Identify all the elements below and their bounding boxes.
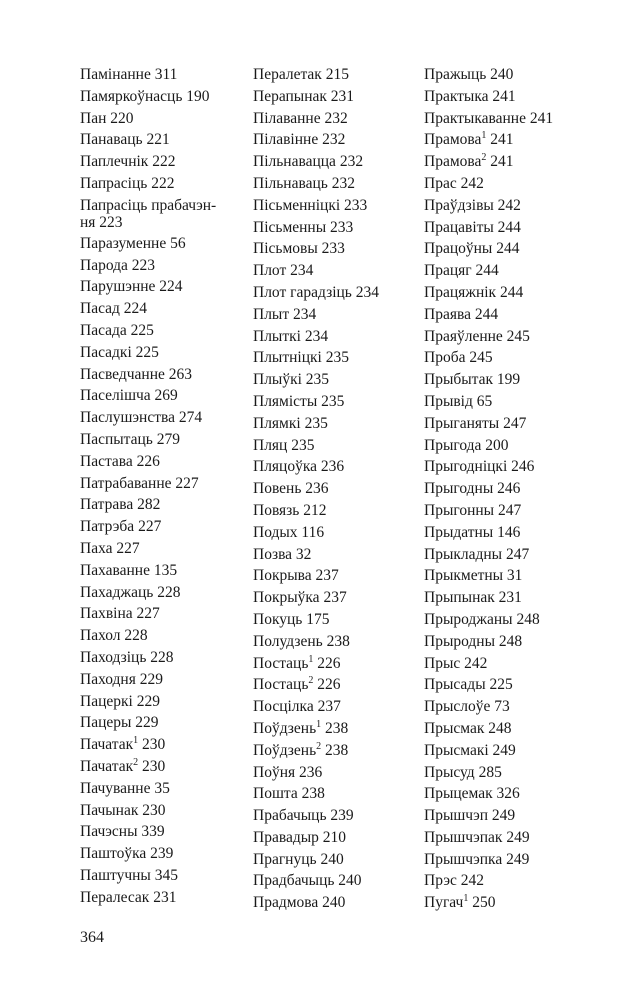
index-entry: Прыкладны 247 bbox=[424, 545, 530, 563]
index-entry: Полудзень 238 bbox=[253, 632, 350, 650]
index-entry: Прадбачыць 240 bbox=[253, 872, 362, 890]
index-entry: Праява 244 bbox=[424, 305, 499, 323]
index-entry: Прыгодніцкі 246 bbox=[424, 458, 535, 476]
homonym-superscript: 1 bbox=[463, 893, 469, 905]
index-entry: Парушэнне 224 bbox=[80, 278, 183, 296]
index-entry: Пачэсны 339 bbox=[80, 823, 165, 841]
index-entry: Прышчэпка 249 bbox=[424, 850, 530, 868]
index-entry: Пражыць 240 bbox=[424, 66, 514, 83]
index-entry: Прыгода 200 bbox=[424, 436, 509, 454]
index-entry: Прыгодны 246 bbox=[424, 480, 521, 498]
index-entry: Плытніцкі 235 bbox=[253, 349, 349, 367]
index-entry bbox=[424, 129, 599, 151]
index-entry: Пільнавацца 232 bbox=[253, 153, 364, 171]
index-entry: Плыт 234 bbox=[253, 305, 317, 323]
index-entry: Прысмакі 249 bbox=[424, 741, 516, 759]
index-entry: Паходня 229 bbox=[80, 670, 163, 688]
index-entry: Подых 116 bbox=[253, 523, 325, 541]
entry-page-ref: 250 bbox=[468, 894, 496, 912]
index-entry: Прышчэпак 249 bbox=[424, 828, 530, 846]
page-number: 364 bbox=[80, 929, 104, 946]
index-entry: Паспытаць 279 bbox=[80, 430, 180, 448]
entry-term: Пугач bbox=[424, 894, 464, 912]
index-entry: Плот 234 bbox=[253, 262, 314, 280]
index-entry: Пісьменніцкі 233 bbox=[253, 196, 368, 214]
index-entry: Покуць 175 bbox=[253, 610, 330, 628]
index-entry: Пілаванне 232 bbox=[253, 109, 348, 127]
index-entry: Паслушэнства 274 bbox=[80, 409, 203, 427]
index-entry: Пляц 235 bbox=[253, 436, 315, 454]
index-entry: Правадыр 210 bbox=[253, 828, 346, 846]
entry-page-ref: 238 bbox=[321, 719, 349, 737]
index-entry: Прывід 65 bbox=[424, 392, 493, 410]
index-entry: Практыкаванне 241 bbox=[424, 109, 554, 127]
index-entry: Паплечнік 222 bbox=[80, 153, 176, 171]
index-entry: Прас 242 bbox=[424, 174, 484, 192]
index-entry: Прэс 242 bbox=[424, 872, 484, 890]
index-entry: Пачуванне 35 bbox=[80, 779, 170, 797]
entry-page-ref: 241 bbox=[486, 131, 514, 149]
homonym-superscript: 2 bbox=[133, 756, 139, 768]
homonym-superscript: 2 bbox=[308, 675, 314, 687]
index-entry: Папрасіць прабачэн-ня 223 bbox=[80, 196, 217, 231]
index-entry: Прыбытак 199 bbox=[424, 371, 521, 389]
index-entry: Прабачыць 239 bbox=[253, 807, 354, 825]
index-entry: Прысмак 248 bbox=[424, 719, 512, 737]
index-entry: Плыўкі 235 bbox=[253, 371, 330, 389]
index-entry: Плямкі 235 bbox=[253, 414, 328, 432]
homonym-superscript: 1 bbox=[316, 718, 322, 730]
index-entry: Пахаджаць 228 bbox=[80, 583, 181, 601]
index-entry: Практыка 241 bbox=[424, 87, 516, 105]
index-entry: Прыдатны 146 bbox=[424, 523, 521, 541]
index-entry bbox=[80, 734, 255, 756]
index-entry bbox=[253, 653, 428, 675]
index-entry: Пахол 228 bbox=[80, 627, 148, 645]
index-entry: Прыганяты 247 bbox=[424, 414, 527, 432]
entry-term: Прамова bbox=[424, 153, 482, 171]
index-entry: Прыкметны 31 bbox=[424, 567, 523, 585]
index-entry: Панаваць 221 bbox=[80, 131, 170, 149]
index-entry: Памінанне 311 bbox=[80, 66, 178, 83]
index-entry: Працавіты 244 bbox=[424, 218, 521, 236]
index-entry: Паха 227 bbox=[80, 539, 140, 557]
index-entry: Поўня 236 bbox=[253, 763, 323, 781]
homonym-superscript: 2 bbox=[481, 152, 487, 164]
index-entry: Плыткі 234 bbox=[253, 327, 329, 345]
homonym-superscript: 1 bbox=[133, 735, 139, 747]
index-entry: Пачынак 230 bbox=[80, 801, 166, 819]
index-entry: Праяўленне 245 bbox=[424, 327, 530, 345]
index-entry: Патрава 282 bbox=[80, 496, 161, 514]
index-entry: Прышчэп 249 bbox=[424, 807, 516, 825]
index-entry: Прыс 242 bbox=[424, 654, 488, 672]
index-column-2 bbox=[253, 64, 428, 914]
index-entry: Прыпынак 231 bbox=[424, 589, 522, 607]
index-entry: Паштоўка 239 bbox=[80, 845, 174, 863]
index-entry: Пералетак 215 bbox=[253, 66, 349, 83]
index-entry: Пісьменны 233 bbox=[253, 218, 354, 236]
index-entry: Папрасіць 222 bbox=[80, 174, 175, 192]
entry-page-ref: 226 bbox=[313, 654, 341, 672]
entry-page-ref: 241 bbox=[486, 153, 514, 171]
index-entry: Позва 32 bbox=[253, 545, 312, 563]
entry-term: Поўдзень bbox=[253, 741, 317, 759]
index-entry bbox=[253, 718, 428, 740]
index-entry: Пан 220 bbox=[80, 109, 134, 127]
index-entry: Пахвіна 227 bbox=[80, 605, 160, 623]
index-entry: Прысуд 285 bbox=[424, 763, 502, 781]
entry-term: Прамова bbox=[424, 131, 482, 149]
index-entry: Повень 236 bbox=[253, 480, 329, 498]
index-entry: Паселішча 269 bbox=[80, 387, 178, 405]
entry-page-ref: 230 bbox=[138, 736, 166, 754]
entry-term: Поўдзень bbox=[253, 719, 317, 737]
index-entry: Пасадкі 225 bbox=[80, 343, 159, 361]
index-entry: Плямісты 235 bbox=[253, 392, 345, 410]
entry-term: Постаць bbox=[253, 676, 309, 694]
index-entry: Пастава 226 bbox=[80, 452, 160, 470]
index-entry: Пошта 238 bbox=[253, 785, 325, 803]
index-entry: Праўдзівы 242 bbox=[424, 196, 521, 214]
index-entry: Працяг 244 bbox=[424, 262, 499, 280]
index-entry: Пляцоўка 236 bbox=[253, 458, 345, 476]
index-entry: Посцілка 237 bbox=[253, 698, 341, 716]
index-entry: Пасведчанне 263 bbox=[80, 365, 193, 383]
index-entry: Прыгонны 247 bbox=[424, 501, 522, 519]
index-entry: Прыслоўе 73 bbox=[424, 698, 510, 716]
entry-page-ref: 238 bbox=[321, 741, 349, 759]
index-entry: Паходзіць 228 bbox=[80, 648, 174, 666]
entry-term: Постаць bbox=[253, 654, 309, 672]
homonym-superscript: 1 bbox=[308, 653, 314, 665]
index-entry: Пералесак 231 bbox=[80, 888, 177, 906]
index-entry: Пісьмовы 233 bbox=[253, 240, 345, 258]
index-entry: Пасад 224 bbox=[80, 300, 148, 318]
entry-term: Пачатак bbox=[80, 757, 134, 775]
index-entry: Працоўны 244 bbox=[424, 240, 520, 258]
index-entry: Парода 223 bbox=[80, 256, 156, 274]
entry-page-ref: 230 bbox=[138, 757, 166, 775]
index-entry: Памяркоўнасць 190 bbox=[80, 87, 210, 105]
index-entry: Повязь 212 bbox=[253, 501, 327, 519]
index-entry: Прыродны 248 bbox=[424, 632, 523, 650]
index-entry: Патрабаванне 227 bbox=[80, 474, 199, 492]
index-entry: Перапынак 231 bbox=[253, 87, 355, 105]
index-entry bbox=[80, 756, 255, 778]
entry-term: Пачатак bbox=[80, 736, 134, 754]
index-entry: Паразуменне 56 bbox=[80, 234, 186, 252]
entry-page-ref: 226 bbox=[313, 676, 341, 694]
homonym-superscript: 2 bbox=[316, 740, 322, 752]
index-entry bbox=[424, 151, 599, 173]
index-entry: Пасада 225 bbox=[80, 321, 154, 339]
index-entry: Прыроджаны 248 bbox=[424, 610, 540, 628]
index-entry: Проба 245 bbox=[424, 349, 493, 367]
index-entry: Прадмова 240 bbox=[253, 894, 346, 912]
index-entry: Покрыўка 237 bbox=[253, 589, 347, 607]
index-entry: Пахаванне 135 bbox=[80, 561, 178, 579]
index-entry: Патрэба 227 bbox=[80, 518, 162, 536]
index-entry bbox=[424, 892, 599, 914]
index-entry: Пацеркі 229 bbox=[80, 692, 160, 710]
index-entry: Пілавінне 232 bbox=[253, 131, 346, 149]
index-entry: Прысады 225 bbox=[424, 676, 513, 694]
index-entry: Пільнаваць 232 bbox=[253, 174, 355, 192]
index-entry: Плот гарадзіць 234 bbox=[253, 283, 379, 301]
index-entry bbox=[253, 674, 428, 696]
index-column-3 bbox=[424, 64, 599, 914]
index-entry: Пацеры 229 bbox=[80, 714, 159, 732]
index-entry: Паштучны 345 bbox=[80, 866, 178, 884]
index-entry: Прагнуць 240 bbox=[253, 850, 344, 868]
index-entry: Прыцемак 326 bbox=[424, 785, 520, 803]
index-entry: Покрыва 237 bbox=[253, 567, 339, 585]
index-entry bbox=[253, 740, 428, 762]
index-entry: Працяжнік 244 bbox=[424, 283, 524, 301]
index-column-1 bbox=[80, 64, 255, 908]
homonym-superscript: 1 bbox=[481, 130, 487, 142]
